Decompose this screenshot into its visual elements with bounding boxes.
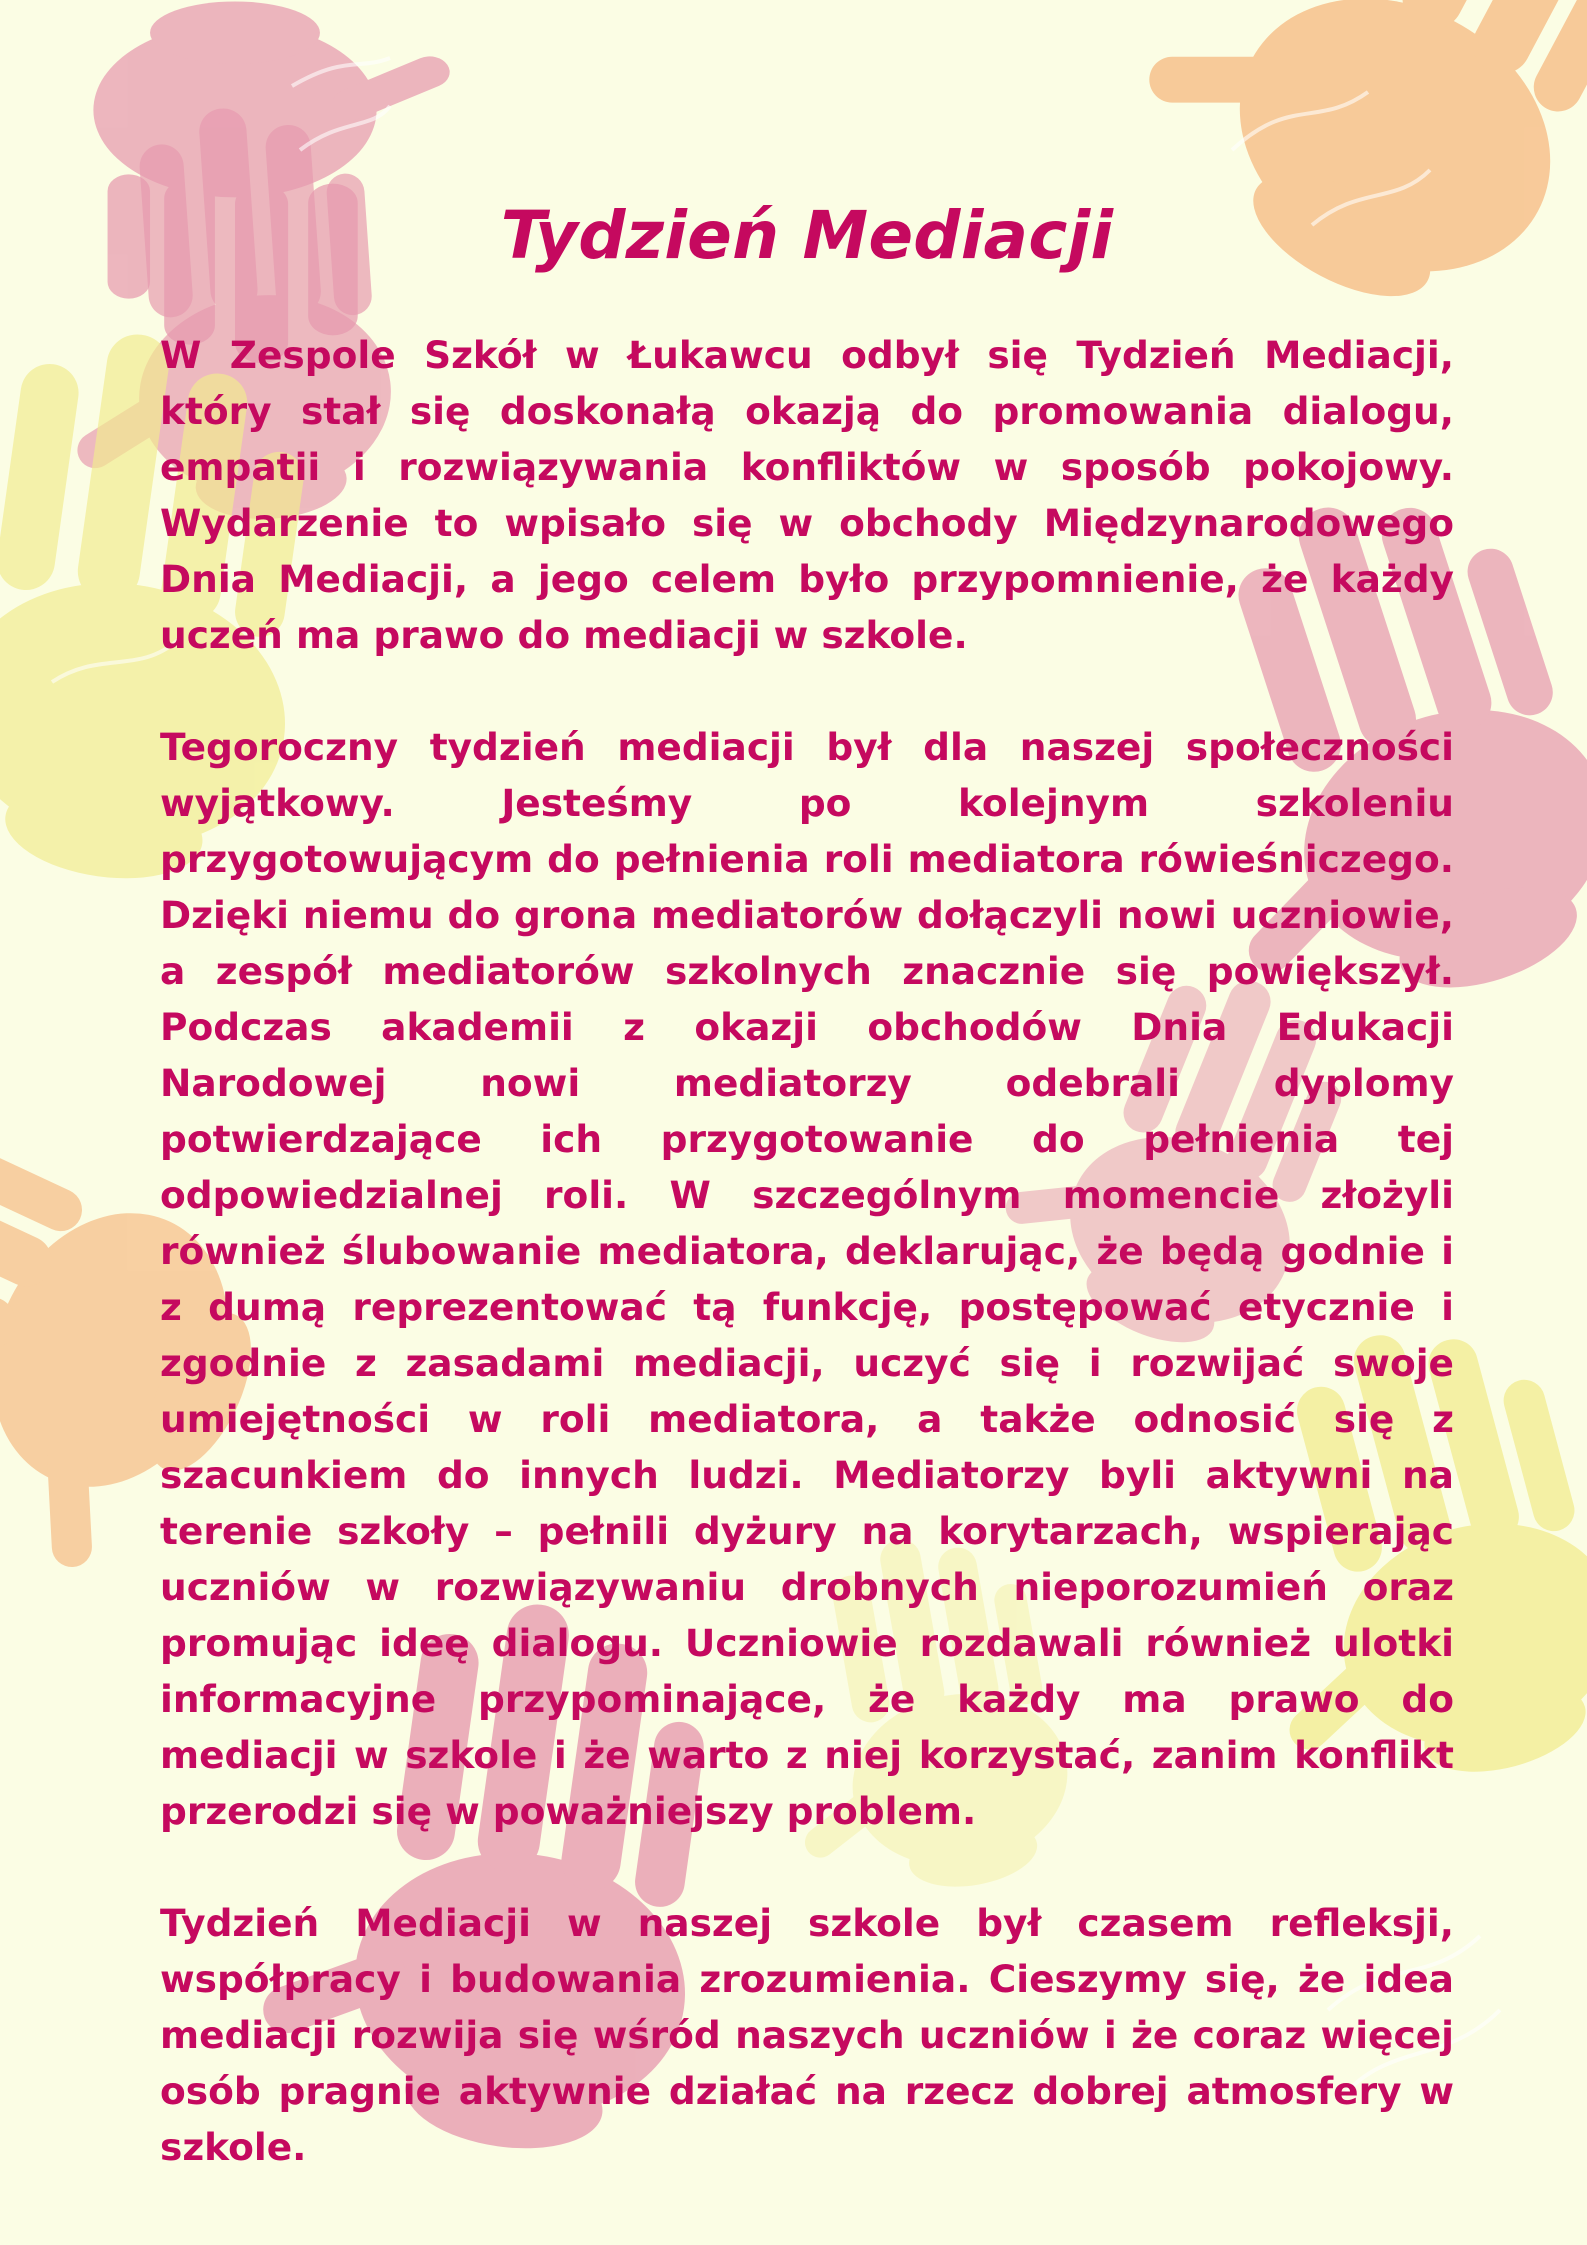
page-title: Tydzień Mediacji (500, 197, 1114, 274)
document-content (160, 192, 1454, 2231)
paragraph-conclusion: Tydzień Mediacji w naszej szkole był czasem refleksji, współpracy i budowania zrozumienia. Cieszymy się, że idea mediacji rozwija się wśród naszych uczniów i że coraz więcej osób pragnie aktywnie działać na rzecz dobrej atmosfery w szkole. (160, 1901, 1454, 2169)
paragraph-main: Tegoroczny tydzień mediacji był dla naszej społeczności wyjątkowy. Jesteśmy po kolejnym szkoleniu przygotowującym do pełnienia roli mediatora rówieśniczego. Dzięki niemu do grona mediatorów dołączyli nowi uczniowie, a zespół mediatorów szkolnych znacznie się powiększył. Podczas akademii z okazji obchodów Dnia Edukacji Narodowej nowi mediatorzy odebrali dyplomy potwierdzające ich przygotowanie do pełnienia tej odpowiedzialnej roli. W szczególnym momencie złożyli również ślubowanie mediatora, deklarując, że będą godnie i z dumą reprezentować tą funkcję, postępować etycznie i zgodnie z zasadami mediacji, uczyć się i rozwijać swoje umiejętności w roli mediatora, a także odnosić się z szacunkiem do innych ludzi. Mediatorzy byli aktywni na terenie szkoły – pełnili dyżury na korytarzach, wspierając uczniów w rozwiązywaniu drobnych nieporozumień oraz promując ideę dialogu. Uczniowie rozdawali również ulotki informacyjne przypominające, że każdy ma prawo do mediacji w szkole i że warto z niej korzystać, zanim konflikt przerodzi się w poważniejszy problem. (160, 725, 1454, 1833)
paragraph-intro: W Zespole Szkół w Łukawcu odbył się Tydzień Mediacji, który stał się doskonałą okazją do promowania dialogu, empatii i rozwiązywania konfliktów w sposób pokojowy. Wydarzenie to wpisało się w obchody Międzynarodowego Dnia Mediacji, a jego celem było przypomnienie, że każdy uczeń ma prawo do mediacji w szkole. (160, 333, 1454, 657)
